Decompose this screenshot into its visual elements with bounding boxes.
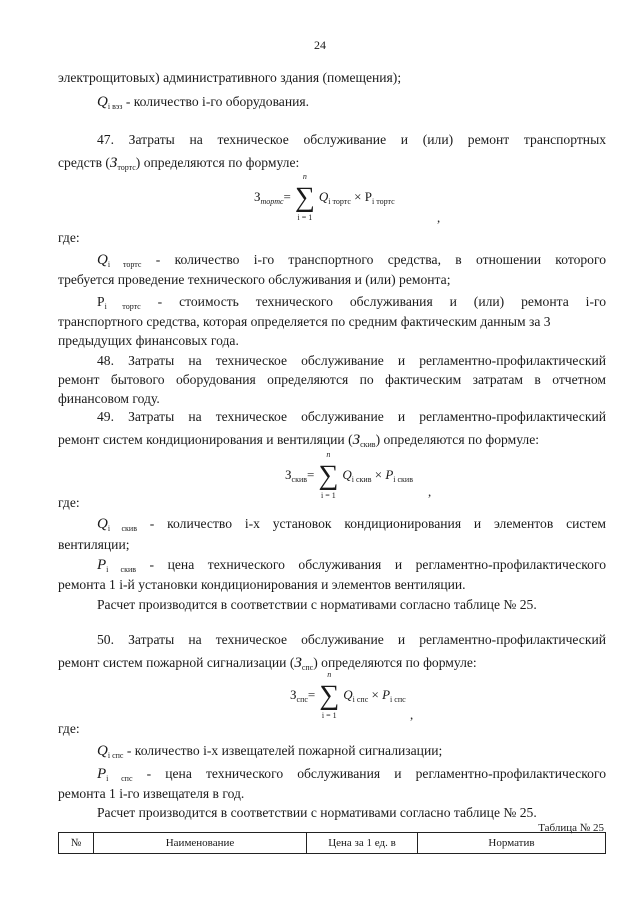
where-label: где: xyxy=(58,495,80,510)
formula-transport: $З_{тортс}=$ n ∑ i = 1 $Q_{i тортс} \times P_{i тортс}$ xyxy=(254,172,395,222)
paragraph-48-line-2: ремонт бытового оборудования определяются по фактическим затратам в отчетном xyxy=(58,372,606,387)
where-label: где: xyxy=(58,230,80,245)
paragraph-48-line-1: 48. Затраты на техническое обслуживание и регламентно-профилактический xyxy=(97,353,606,368)
table-header-cell: Норматив xyxy=(418,833,606,854)
text-line: ремонта 1 i-й установки кондиционирования и элементов вентиляции. xyxy=(58,577,466,592)
table-header-row xyxy=(59,833,606,854)
symbol-subscript: i вэз xyxy=(107,102,123,111)
table-header-cell: Цена за 1 ед. в xyxy=(307,833,418,854)
formula-comma: , xyxy=(437,210,441,225)
paragraph-50-line-1: 50. Затраты на техническое обслуживание и регламентно-профилактический xyxy=(97,632,606,647)
definition-line: $Q_{i тортс}$ - количество i-го транспортного средства, в отношении которого xyxy=(97,252,607,269)
paragraph-47-line-1: 47. Затраты на техническое обслуживание и (или) ремонт транспортных xyxy=(97,132,606,147)
paragraph-48-line-3: финансовом году. xyxy=(58,391,160,406)
formula-comma: , xyxy=(410,707,414,722)
paragraph-49-line-2: ремонт систем кондиционирования и вентиляции $(З_{скив})$ определяются по формуле: xyxy=(58,432,540,449)
definition-text: - количество i-го оборудования. xyxy=(122,94,310,109)
paragraph-47-line-2: средств $(З_{тортс})$ определяются по формуле: xyxy=(58,155,300,172)
definition-line: $P_{i спс}$ - цена технического обслуживания и регламентно-профилактического xyxy=(97,766,606,783)
sum-sign: n ∑ i = 1 xyxy=(294,172,315,222)
page-number: 24 xyxy=(314,38,326,52)
where-label: где: xyxy=(58,721,80,736)
text-line: ремонта 1 i-го извещателя в год. xyxy=(58,786,245,801)
formula-ventilation: $З_{скив}=$ n ∑ i = 1 $Q_{i скив} \times P_{i скив}$ xyxy=(285,450,413,500)
symbol-subscript: тортс xyxy=(117,163,136,172)
table-caption: Таблица № 25 xyxy=(538,822,604,834)
paragraph-50-line-2: ремонт систем пожарной сигнализации $(З_{спс})$ определяются по формуле: xyxy=(58,655,477,672)
definition-line: $Q_{i скив}$ - количество i-х установок кондиционирования и элементов систем xyxy=(97,516,606,533)
definition-line: $P_{i скив}$ - цена технического обслуживания и регламентно-профилактического xyxy=(97,557,606,574)
text-line: Расчет производится в соответствии с нормативами согласно таблице № 25. xyxy=(97,597,537,612)
paragraph-49-line-1: 49. Затраты на техническое обслуживание и регламентно-профилактический xyxy=(97,409,606,424)
text-line: вентиляции; xyxy=(58,537,130,552)
symbol-z: З xyxy=(109,155,118,171)
definition-line: $P_{i тортс}$ - стоимость технического обслуживания и (или) ремонта i-го xyxy=(97,294,606,311)
text-line: электрощитовых) административного здания (помещения); xyxy=(58,70,402,85)
text-line: Расчет производится в соответствии с нормативами согласно таблице № 25. xyxy=(97,805,537,820)
text-line: транспортного средства, которая определяется по средним фактическим данным за 3 xyxy=(58,314,551,329)
sum-sign: n ∑ i = 1 xyxy=(319,670,340,720)
definition-line xyxy=(97,92,606,116)
sum-sign: n ∑ i = 1 xyxy=(318,450,339,500)
table-header-cell: Наименование xyxy=(94,833,307,854)
definition-line: $Q_{i спс}$ - количество i-х извещателей пожарной сигнализации; xyxy=(97,743,443,760)
text-line: требуется проведение технического обслуживания и (или) ремонта; xyxy=(58,272,451,287)
table-header-cell: № xyxy=(59,833,94,854)
formula-comma: , xyxy=(428,484,432,499)
formula-fire-alarm: $З_{спс}=$ n ∑ i = 1 $Q_{i спс} \times P_{i спс}$ xyxy=(290,670,406,720)
symbol-q: Q xyxy=(97,94,108,110)
norms-table xyxy=(58,832,606,854)
text-line: предыдущих финансовых года. xyxy=(58,333,239,348)
